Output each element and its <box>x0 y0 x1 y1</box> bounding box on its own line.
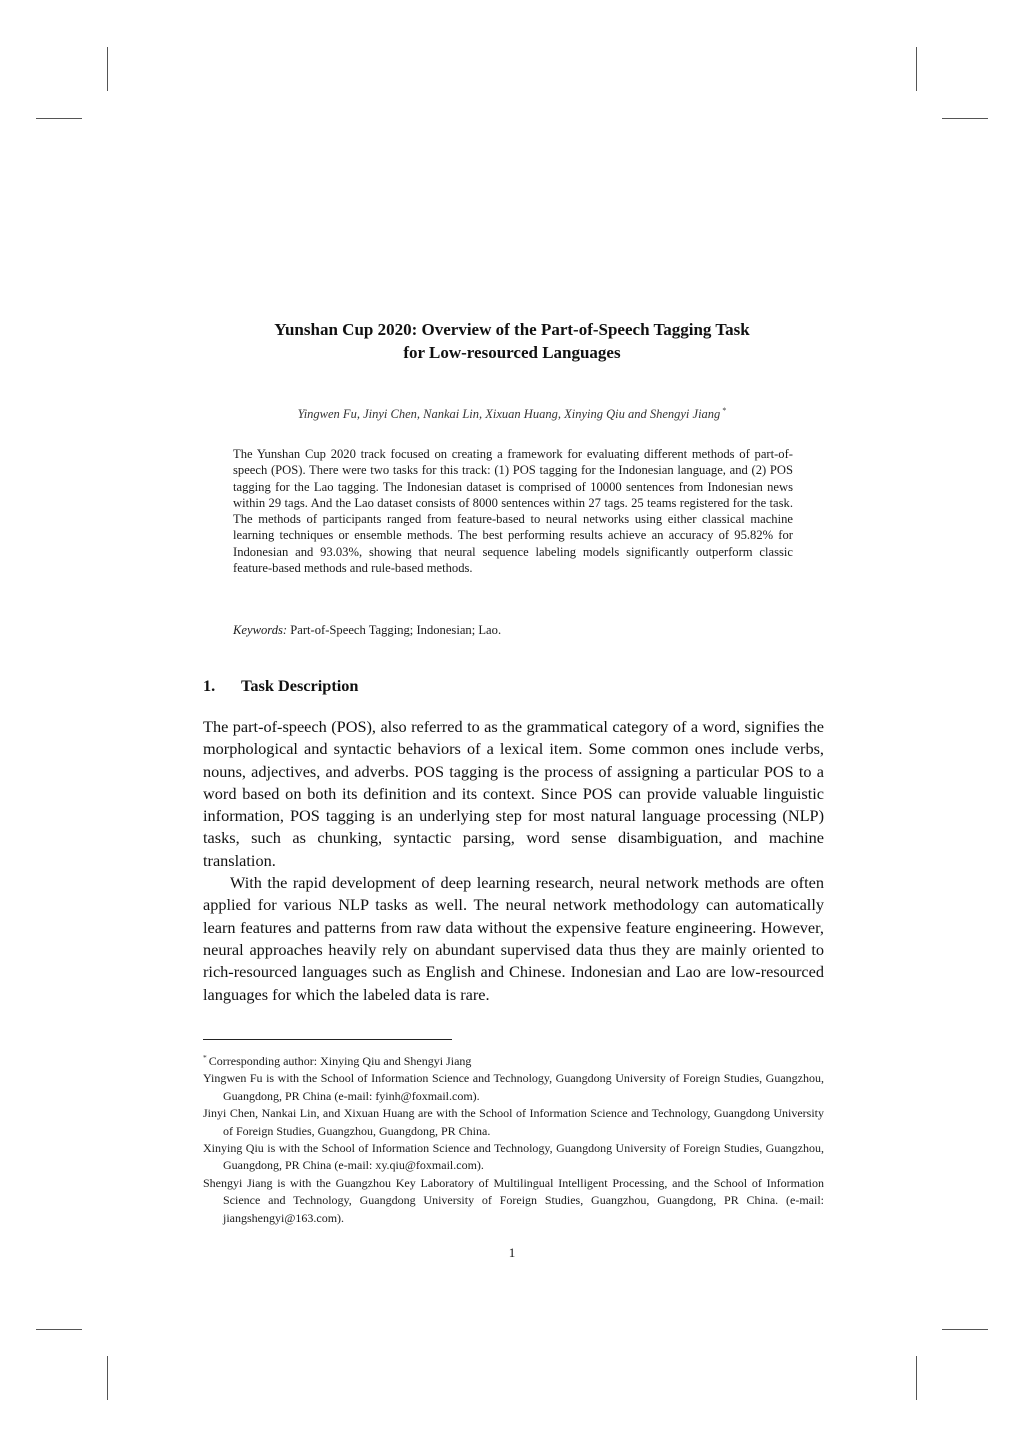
title-line-2: for Low-resourced Languages <box>403 343 621 362</box>
crop-mark <box>942 1329 988 1330</box>
paper-title <box>180 318 844 364</box>
authors-text: Yingwen Fu, Jinyi Chen, Nankai Lin, Xixuan Huang, Xinying Qiu and Shengyi Jiang <box>297 407 721 421</box>
crop-mark <box>36 118 82 119</box>
body-paragraph: The part-of-speech (POS), also referred to as the grammatical category of a word, signifies the morphological and syntactic behaviors of a lexical item. Some common ones include verbs, nouns, adjectives, and adverbs. POS tagging is the process of assigning a particular POS to a word based on both its definition and its context. Since POS can provide valuable linguistic information, POS tagging is an underlying step for most natural language processing (NLP) tasks, such as chunking, syntactic parsing, word sense disambiguation, and machine translation. <box>203 717 824 870</box>
footnote-mark: * <box>203 1053 207 1062</box>
footnote-affiliation: Yingwen Fu is with the School of Information Science and Technology, Guangdong University of Foreign Studies, Guangzhou, Guangdong, PR China (e-mail: fyinh@foxmail.com). <box>203 1071 824 1103</box>
keywords <box>233 622 793 638</box>
footnote-text: Corresponding author: Xinying Qiu and Shengyi Jiang <box>208 1054 472 1068</box>
section-number: 1. <box>203 676 216 695</box>
crop-mark <box>916 47 917 91</box>
footnote-corresponding <box>203 1049 824 1070</box>
footnote-divider <box>203 1039 452 1040</box>
abstract: The Yunshan Cup 2020 track focused on creating a framework for evaluating different methods of part-of-speech (POS). There were two tasks for this track: (1) POS tagging for the Indonesian language, and (2) POS tagging for the Lao tagging. The Indonesian dataset is comprised of 10000 sentences from Indonesian news within 29 tags. And the Lao dataset consists of 8000 sentences within 27 tags. 25 teams registered for the task. The methods of participants ranged from feature-based to neural networks using either classical machine learning techniques or ensemble methods. The best performing results achieve an accuracy of 95.82% for Indonesian and 93.03%, showing that neural sequence labeling models significantly outperform classic feature-based methods and rule-based methods. <box>233 447 793 576</box>
crop-mark <box>107 47 108 91</box>
section-title: Task Description <box>241 676 359 695</box>
body-text <box>203 716 824 1006</box>
crop-mark <box>36 1329 82 1330</box>
body-paragraph: With the rapid development of deep learning research, neural network methods are often applied for various NLP tasks as well. The neural network methodology can automatically learn features and patterns from raw data without the expensive feature engineering. However, neural approaches heavily rely on abundant supervised data thus they are mainly oriented to rich-resourced languages such as English and Chinese. Indonesian and Lao are low-resourced languages for which the labeled data is rare. <box>203 873 824 1004</box>
crop-mark <box>942 118 988 119</box>
title-line-1: Yunshan Cup 2020: Overview of the Part-of-Speech Tagging Task <box>274 320 750 339</box>
footnotes <box>203 1049 824 1227</box>
crop-mark <box>916 1356 917 1400</box>
footnote-affiliation: Jinyi Chen, Nankai Lin, and Xixuan Huang are with the School of Information Science and Technology, Guangdong University of Foreign Studies, Guangzhou, Guangdong, PR China. <box>203 1106 824 1138</box>
footnote-affiliation: Xinying Qiu is with the School of Information Science and Technology, Guangdong University of Foreign Studies, Guangzhou, Guangdong, PR China (e-mail: xy.qiu@foxmail.com). <box>203 1141 824 1173</box>
author-list <box>180 403 844 422</box>
section-heading <box>203 675 358 696</box>
keywords-text: Part-of-Speech Tagging; Indonesian; Lao. <box>290 623 502 637</box>
footnote-affiliation: Shengyi Jiang is with the Guangzhou Key Laboratory of Multilingual Intelligent Processing, and the School of Information Science and Technology, Guangdong University of Foreign Studies, Guangzhou, Guangdong, PR China. (e-mail: jiangshengyi@163.com). <box>203 1175 824 1225</box>
page-number: 1 <box>508 1245 516 1260</box>
crop-mark <box>107 1356 108 1400</box>
keywords-label: Keywords: <box>233 623 288 637</box>
corresponding-author-mark: * <box>722 406 727 415</box>
